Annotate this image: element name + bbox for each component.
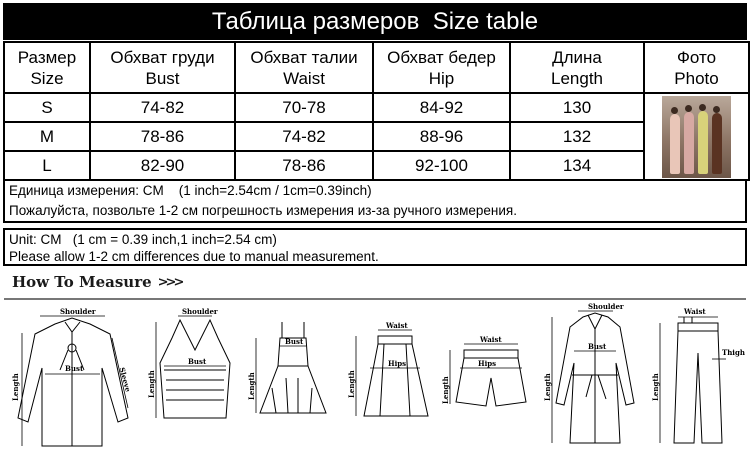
bust-label: Bust bbox=[588, 342, 607, 351]
col-bust-header: Обхват груди Bust bbox=[90, 42, 235, 93]
cell-size: M bbox=[4, 122, 90, 151]
length-label: Length bbox=[247, 372, 256, 400]
cell-length: 132 bbox=[510, 122, 644, 151]
shorts-diagram bbox=[441, 335, 534, 420]
hips-label: Hips bbox=[478, 359, 497, 368]
coat-dress-diagram bbox=[543, 302, 643, 453]
thigh-label: Thigh bbox=[722, 348, 745, 357]
note-ru-unit: Единица измерения: CM (1 inch=2.54cm / 1cm=0.39inch) bbox=[9, 183, 372, 198]
top-diagram bbox=[147, 307, 240, 428]
length-label: Length bbox=[441, 376, 450, 404]
how-to-measure-heading bbox=[12, 273, 181, 291]
shoulder-label: Shoulder bbox=[60, 307, 96, 316]
table-row bbox=[4, 93, 749, 122]
waist-label: Waist bbox=[684, 307, 706, 316]
pants-diagram bbox=[651, 303, 745, 453]
bust-label: Bust bbox=[65, 364, 84, 373]
cell-length: 134 bbox=[510, 151, 644, 180]
length-label: Length bbox=[147, 370, 156, 398]
cell-hip: 88-96 bbox=[373, 122, 510, 151]
how-to-measure-title: How To Measure bbox=[12, 273, 152, 291]
col-photo-header: Фото Photo bbox=[644, 42, 749, 93]
shirt-diagram bbox=[10, 308, 140, 456]
photo-cell bbox=[644, 93, 749, 180]
note-en-allowance: Please allow 1-2 cm differences due to manual measurement. bbox=[9, 249, 379, 264]
divider bbox=[4, 298, 746, 300]
notes-ru bbox=[3, 180, 747, 223]
length-label: Length bbox=[347, 370, 356, 398]
table-row bbox=[4, 151, 749, 180]
cell-length: 130 bbox=[510, 93, 644, 122]
cell-size: L bbox=[4, 151, 90, 180]
cell-waist: 74-82 bbox=[235, 122, 373, 151]
title-en: Size table bbox=[432, 7, 539, 35]
cell-bust: 74-82 bbox=[90, 93, 235, 122]
size-table bbox=[3, 41, 750, 181]
dress-diagram bbox=[247, 318, 332, 428]
cell-hip: 92-100 bbox=[373, 151, 510, 180]
col-hip-header: Обхват бедер Hip bbox=[373, 42, 510, 93]
table-row bbox=[4, 122, 749, 151]
note-ru-allowance: Пожалуйста, позвольте 1-2 см погрешность измерения из-за ручного измерения. bbox=[9, 203, 517, 218]
product-photo bbox=[662, 96, 731, 178]
cell-bust: 78-86 bbox=[90, 122, 235, 151]
shoulder-label: Shoulder bbox=[588, 302, 624, 311]
col-length-header: Длина Length bbox=[510, 42, 644, 93]
note-en-unit: Unit: CM (1 cm = 0.39 inch,1 inch=2.54 cm) bbox=[9, 232, 277, 247]
shoulder-label: Shoulder bbox=[182, 307, 218, 316]
size-table-title bbox=[3, 3, 747, 40]
sleeve-label: Sleeve bbox=[117, 366, 133, 393]
triple-chevron-icon: >>> bbox=[157, 274, 182, 290]
table-header-row bbox=[4, 42, 749, 93]
cell-waist: 78-86 bbox=[235, 151, 373, 180]
cell-waist: 70-78 bbox=[235, 93, 373, 122]
cell-hip: 84-92 bbox=[373, 93, 510, 122]
waist-label: Waist bbox=[386, 321, 408, 330]
waist-label: Waist bbox=[480, 335, 502, 344]
length-label: Length bbox=[543, 373, 552, 401]
title-ru: Таблица размеров bbox=[211, 7, 420, 35]
bust-label: Bust bbox=[285, 337, 304, 346]
skirt-diagram bbox=[348, 318, 433, 428]
hips-label: Hips bbox=[388, 359, 407, 368]
cell-bust: 82-90 bbox=[90, 151, 235, 180]
col-size-header: Размер Size bbox=[4, 42, 90, 93]
length-label: Length bbox=[651, 373, 660, 401]
notes-en bbox=[3, 228, 747, 266]
length-label: Length bbox=[11, 373, 20, 401]
cell-size: S bbox=[4, 93, 90, 122]
col-waist-header: Обхват талии Waist bbox=[235, 42, 373, 93]
bust-label: Bust bbox=[188, 357, 207, 366]
